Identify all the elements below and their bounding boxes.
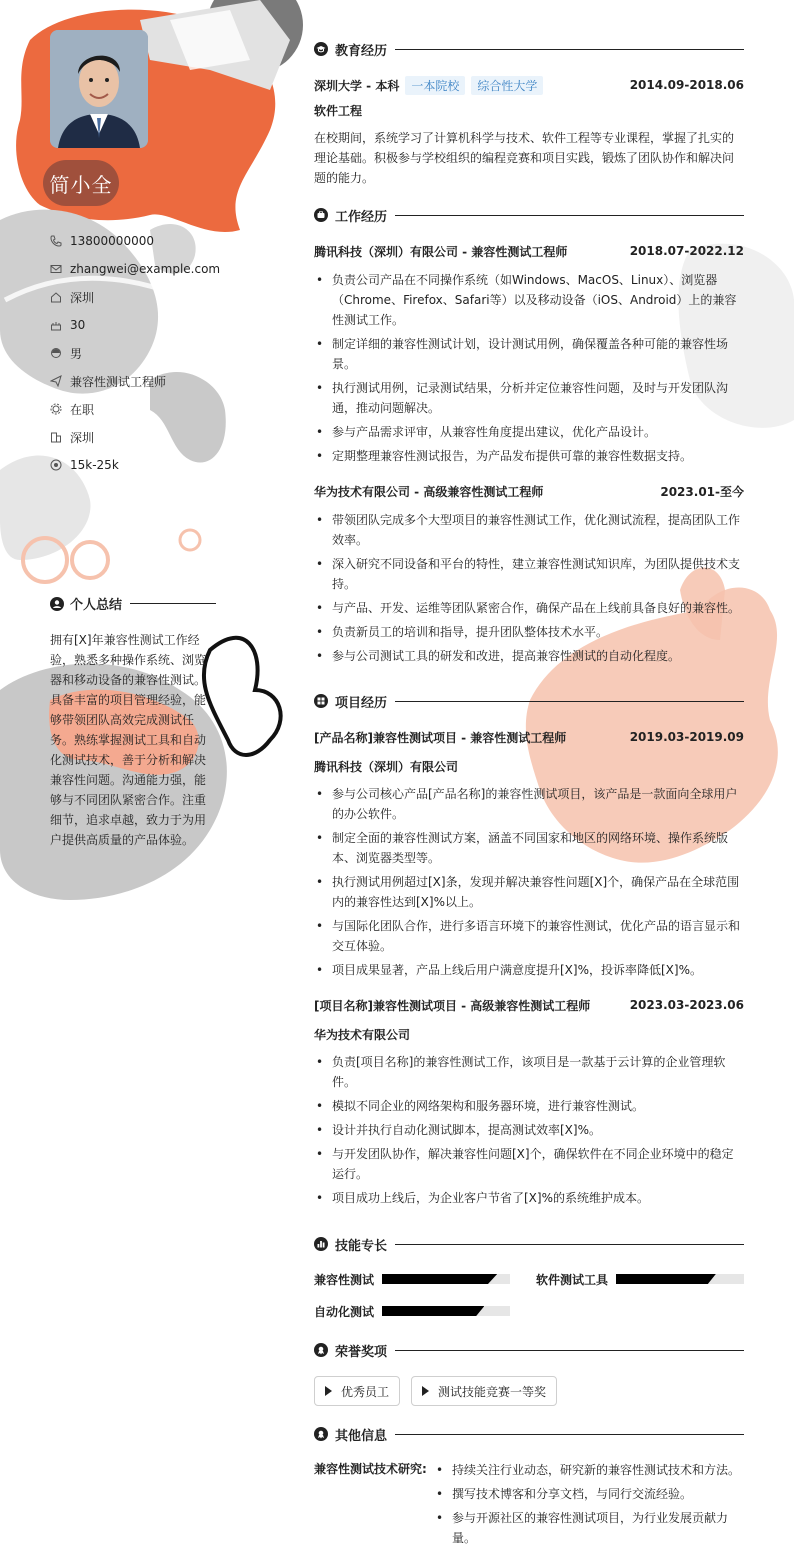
list-item: • 定期整理兼容性测试报告，为产品发布提供可靠的兼容性数据支持。 xyxy=(314,446,744,466)
email-icon xyxy=(50,263,62,275)
user-icon xyxy=(50,597,64,611)
list-item: • 参与公司测试工具的研发和改进，提高兼容性测试的自动化程度。 xyxy=(314,646,744,666)
list-item: • 执行测试用例超过[X]条，发现并解决兼容性问题[X]个，确保产品在全球范围内的兼容性达到[X]%以上。 xyxy=(314,872,744,912)
list-item: • 执行测试用例，记录测试结果，分析并定位兼容性问题，及时与开发团队沟通，推动问题解决。 xyxy=(314,378,744,418)
work-heading xyxy=(314,205,744,225)
skill-bar xyxy=(382,1306,510,1316)
education-row xyxy=(314,75,744,95)
list-item: • 与产品、开发、运维等团队紧密合作，确保产品在上线前具备良好的兼容性。 xyxy=(314,598,744,618)
skill-item xyxy=(314,1303,510,1319)
play-icon xyxy=(422,1386,429,1396)
section-title: 项目经历 xyxy=(335,695,388,711)
info-salary xyxy=(50,455,250,475)
skills-heading xyxy=(314,1234,744,1254)
awards-heading xyxy=(314,1340,744,1360)
list-item: • 深入研究不同设备和平台的特性，建立兼容性测试知识库，为团队提供技术支持。 xyxy=(314,554,744,594)
project-duties xyxy=(314,784,744,984)
education-heading xyxy=(314,39,744,59)
project-company: 腾讯科技（深圳）有限公司 xyxy=(314,760,459,774)
age-icon xyxy=(50,319,62,331)
status-icon xyxy=(50,403,62,415)
skill-name: 自动化测试 xyxy=(314,1304,375,1319)
info-value: 30 xyxy=(70,318,86,332)
project-company: 华为技术有限公司 xyxy=(314,1028,411,1042)
section-title: 教育经历 xyxy=(335,43,388,59)
divider xyxy=(395,49,744,50)
school-tag: 综合性大学 xyxy=(471,76,543,95)
job-row xyxy=(314,481,744,501)
job-duties xyxy=(314,270,744,470)
medal-icon xyxy=(314,1343,328,1357)
list-item: • 与国际化团队合作，进行多语言环境下的兼容性测试，优化产品的语言显示和交互体验。 xyxy=(314,916,744,956)
summary-title: 个人总结 xyxy=(70,598,123,613)
job-duties xyxy=(314,510,744,670)
summary-text: 拥有[X]年兼容性测试工作经验，熟悉多种操作系统、浏览器和移动设备的兼容性测试。具备丰富的项目管理经验，能够带领团队高效完成测试任务。熟练掌握测试工具和自动化测试技术，善于分析和解决兼容性问题。沟通能力强，能够与不同团队紧密合作。注重细节，追求卓越，致力于为用户提供高质量的产品体验。 xyxy=(50,633,207,847)
job-period: 2018.07-2022.12 xyxy=(629,244,744,258)
divider xyxy=(395,215,744,216)
education-major: 软件工程 xyxy=(314,104,363,118)
info-value: 在职 xyxy=(70,402,95,417)
list-item: • 撰写技术博客和分享文档，与同行交流经验。 xyxy=(434,1484,746,1504)
avatar-photo xyxy=(50,30,148,148)
info-value: 15k-25k xyxy=(70,458,119,472)
section-title: 工作经历 xyxy=(335,209,388,225)
award-badge xyxy=(314,1376,400,1406)
other-items xyxy=(434,1460,746,1552)
list-item: • 负责[项目名称]的兼容性测试工作，该项目是一款基于云计算的企业管理软件。 xyxy=(314,1052,744,1092)
skill-bar-fill xyxy=(616,1274,716,1284)
grid-icon xyxy=(314,694,328,708)
summary-heading xyxy=(50,594,216,613)
list-item: • 设计并执行自动化测试脚本，提高测试效率[X]%。 xyxy=(314,1120,744,1140)
list-item: • 项目成果显著，产品上线后用户满意度提升[X]%，投诉率降低[X]%。 xyxy=(314,960,744,980)
info-icon xyxy=(314,1427,328,1441)
project-duties xyxy=(314,1052,744,1212)
award-name: 测试技能竞赛一等奖 xyxy=(438,1384,547,1399)
info-value: 深圳 xyxy=(70,290,95,305)
play-icon xyxy=(325,1386,332,1396)
info-status xyxy=(50,399,250,419)
info-home xyxy=(50,287,250,307)
list-item: • 模拟不同企业的网络架构和服务器环境，进行兼容性测试。 xyxy=(314,1096,744,1116)
education-description: 在校期间，系统学习了计算机科学与技术、软件工程等专业课程，掌握了扎实的理论基础。积极参与学校组织的编程竞赛和项目实践，锻炼了团队协作和解决问题的能力。 xyxy=(314,131,735,185)
project-period: 2023.03-2023.06 xyxy=(629,998,744,1012)
info-age xyxy=(50,315,250,335)
section-title: 荣誉奖项 xyxy=(335,1344,388,1360)
project-row xyxy=(314,995,744,1015)
list-item: • 持续关注行业动态，研究新的兼容性测试技术和方法。 xyxy=(434,1460,746,1480)
list-item: • 参与公司核心产品[产品名称]的兼容性测试项目，该产品是一款面向全球用户的办公软件。 xyxy=(314,784,744,824)
briefcase-icon xyxy=(314,208,328,222)
info-value: 深圳 xyxy=(70,430,95,445)
skill-bar-fill xyxy=(382,1274,497,1284)
list-item: • 负责新员工的培训和指导，提升团队整体技术水平。 xyxy=(314,622,744,642)
skill-name: 软件测试工具 xyxy=(536,1272,609,1287)
list-item: • 制定全面的兼容性测试方案，涵盖不同国家和地区的网络环境、操作系统版本、浏览器类型等。 xyxy=(314,828,744,868)
other-label: 兼容性测试技术研究: xyxy=(314,1462,427,1476)
list-item: • 带领团队完成多个大型项目的兼容性测试工作，优化测试流程，提高团队工作效率。 xyxy=(314,510,744,550)
phone-icon xyxy=(50,235,62,247)
city-icon xyxy=(50,431,62,443)
skill-bar xyxy=(382,1274,510,1284)
list-item: • 参与产品需求评审，从兼容性角度提出建议，优化产品设计。 xyxy=(314,422,744,442)
projects-heading xyxy=(314,691,744,711)
candidate-name: 简小全 xyxy=(43,160,119,206)
divider xyxy=(395,1350,744,1351)
award-badge xyxy=(411,1376,557,1406)
gender-icon xyxy=(50,347,62,359)
info-value: 男 xyxy=(70,346,83,361)
avatar-illustration xyxy=(50,30,148,148)
info-value: 兼容性测试工程师 xyxy=(70,374,167,389)
other-heading xyxy=(314,1424,744,1444)
section-title: 技能专长 xyxy=(335,1238,388,1254)
skill-bar-fill xyxy=(382,1306,484,1316)
job-period: 2023.01-至今 xyxy=(660,484,744,499)
project-title: [项目名称]兼容性测试项目 - 高级兼容性测试工程师 xyxy=(314,998,591,1013)
salary-icon xyxy=(50,459,62,471)
education-period: 2014.09-2018.06 xyxy=(629,78,744,92)
bar-chart-icon xyxy=(314,1237,328,1251)
section-title: 其他信息 xyxy=(335,1428,388,1444)
list-item: • 参与开源社区的兼容性测试项目，为行业发展贡献力量。 xyxy=(434,1508,746,1548)
project-period: 2019.03-2019.09 xyxy=(629,730,744,744)
award-name: 优秀员工 xyxy=(341,1384,390,1399)
project-title: [产品名称]兼容性测试项目 - 兼容性测试工程师 xyxy=(314,730,567,745)
info-phone xyxy=(50,231,250,251)
info-value: 13800000000 xyxy=(70,234,154,248)
divider xyxy=(395,1244,744,1245)
graduation-cap-icon xyxy=(314,42,328,56)
list-item: • 制定详细的兼容性测试计划，设计测试用例，确保覆盖各种可能的兼容性场景。 xyxy=(314,334,744,374)
info-value: zhangwei@example.com xyxy=(70,262,221,276)
school-name: 深圳大学 - 本科 xyxy=(314,78,400,93)
info-gender xyxy=(50,343,250,363)
info-city xyxy=(50,427,250,447)
divider xyxy=(395,701,744,702)
home-icon xyxy=(50,291,62,303)
school-tag: 一本院校 xyxy=(405,76,465,95)
list-item: • 负责公司产品在不同操作系统（如Windows、MacOS、Linux）、浏览器（Chrome、Firefox、Safari等）以及移动设备（iOS、Android）上的兼容性测试工作。 xyxy=(314,270,744,330)
divider xyxy=(130,603,216,604)
skill-item xyxy=(314,1271,510,1287)
skill-item xyxy=(536,1271,744,1287)
job-title: 华为技术有限公司 - 高级兼容性测试工程师 xyxy=(314,484,544,499)
job-title: 腾讯科技（深圳）有限公司 - 兼容性测试工程师 xyxy=(314,244,568,259)
divider xyxy=(395,1434,744,1435)
job-row xyxy=(314,241,744,261)
list-item: • 与开发团队协作，解决兼容性问题[X]个，确保软件在不同企业环境中的稳定运行。 xyxy=(314,1144,744,1184)
skill-name: 兼容性测试 xyxy=(314,1272,375,1287)
job-icon xyxy=(50,375,62,387)
list-item: • 项目成功上线后，为企业客户节省了[X]%的系统维护成本。 xyxy=(314,1188,744,1208)
info-email xyxy=(50,259,250,279)
info-job xyxy=(50,371,250,391)
project-row xyxy=(314,727,744,747)
skill-bar xyxy=(616,1274,744,1284)
